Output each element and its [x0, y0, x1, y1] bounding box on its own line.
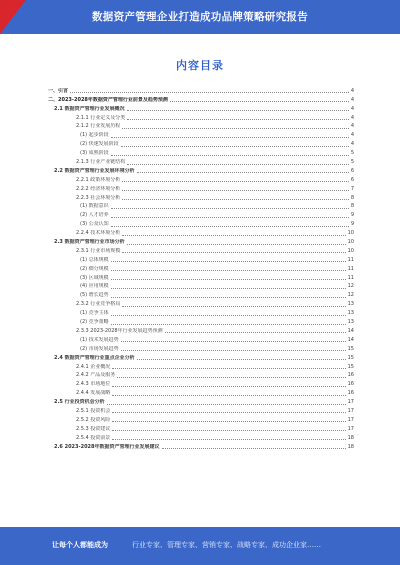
toc-entry[interactable]	[48, 86, 354, 95]
toc-entry[interactable]	[48, 371, 354, 380]
toc-entry[interactable]	[48, 175, 354, 184]
toc-entry-label: 2.5.3 投资建议	[76, 425, 111, 432]
toc-entry[interactable]	[48, 344, 354, 353]
toc-entry-label: 2.5.2 投资风险	[76, 416, 111, 423]
toc-entry[interactable]	[48, 210, 354, 219]
toc-entry-page: 13	[347, 301, 354, 308]
toc-entry[interactable]	[48, 184, 354, 193]
toc-entry[interactable]	[48, 219, 354, 228]
toc-dot-leader	[112, 430, 345, 431]
toc-entry-label: 2.1.3 行业产业链结构	[76, 159, 126, 166]
toc-entry-label: 2.6 2023-2028年数据资产管理行业发展建议	[54, 443, 160, 450]
toc-entry-label: 2.5.4 投资前景	[76, 434, 111, 441]
toc-entry[interactable]	[48, 228, 354, 237]
toc-dot-leader	[127, 244, 346, 245]
toc-entry[interactable]	[48, 246, 354, 255]
toc-entry-page: 6	[350, 167, 354, 174]
toc-entry[interactable]	[48, 397, 354, 406]
toc-entry[interactable]	[48, 353, 354, 362]
toc-dot-leader	[170, 101, 349, 102]
toc-entry-page: 15	[347, 345, 354, 352]
toc-entry-label: 2.4.3 市场地位	[76, 381, 111, 388]
toc-entry-page: 13	[347, 310, 354, 317]
toc-entry-label: 2.3 数据资产管理行业市场分析	[54, 239, 125, 246]
toc-entry-label: 2.4.1 企业概况	[76, 363, 111, 370]
toc-entry[interactable]	[48, 326, 354, 335]
toc-entry-page: 15	[347, 363, 354, 370]
toc-entry-label: (4) 应用规模	[80, 283, 109, 290]
toc-entry-page: 4	[350, 141, 354, 148]
toc-entry-page: 11	[347, 274, 354, 281]
toc-entry-label: (1) 竞争主体	[80, 310, 109, 317]
toc-dot-leader	[111, 270, 346, 271]
toc-entry-page: 17	[347, 407, 354, 414]
toc-entry-page: 7	[350, 185, 354, 192]
toc-dot-leader	[112, 386, 345, 387]
footer-slogan: 让每个人都能成为	[52, 541, 108, 549]
toc-entry-label: 2.3.1 行业市场规模	[76, 247, 121, 254]
report-title: 数据资产管理企业打造成功品牌策略研究报告	[92, 11, 308, 23]
toc-entry[interactable]	[48, 406, 354, 415]
toc-entry-page: 4	[350, 132, 354, 139]
toc-entry-page: 10	[347, 230, 354, 237]
toc-entry-label: 一、引言	[48, 87, 69, 94]
footer-roles: 行业专家、管理专家、营销专家、战略专家、成功企业家……	[132, 541, 321, 549]
toc-dot-leader	[162, 448, 346, 449]
toc-entry-page: 16	[347, 381, 354, 388]
page-header	[0, 0, 400, 34]
toc-entry-label: 二、2023-2028年数据资产管理行业前景及趋势预测	[48, 96, 168, 103]
toc-dot-leader	[122, 181, 349, 182]
toc-dot-leader	[127, 164, 349, 165]
toc-entry-page: 8	[350, 203, 354, 210]
toc-entry-page: 4	[350, 114, 354, 121]
toc-entry[interactable]	[48, 379, 354, 388]
toc-entry-label: (3) 公众认知	[80, 221, 109, 228]
toc-entry[interactable]	[48, 433, 354, 442]
toc-entry-label: (3) 区域规模	[80, 274, 109, 281]
toc-dot-leader	[121, 350, 346, 351]
toc-entry-label: (2) 快速发展阶段	[80, 141, 119, 148]
toc-dot-leader	[137, 359, 346, 360]
toc-entry-page: 11	[347, 265, 354, 272]
toc-dot-leader	[111, 217, 349, 218]
toc-entry-page: 4	[350, 105, 354, 112]
toc-entry-label: 2.1.2 行业发展历程	[76, 123, 121, 130]
toc-entry-page: 10	[347, 247, 354, 254]
toc-entry[interactable]	[48, 255, 354, 264]
toc-entry[interactable]	[48, 193, 354, 202]
toc-entry-label: 2.1.1 行业定义及分类	[76, 114, 126, 121]
toc-entry-label: (1) 总体规模	[80, 256, 109, 263]
toc-dot-leader	[121, 146, 349, 147]
toc-entry-label: 2.1 数据资产管理行业发展概况	[54, 105, 125, 112]
toc-entry-page: 4	[350, 123, 354, 130]
toc-dot-leader	[127, 119, 349, 120]
toc-dot-leader	[112, 368, 345, 369]
toc-entry-label: (5) 增长趋势	[80, 292, 109, 299]
toc-entry-page: 17	[347, 399, 354, 406]
toc-entry[interactable]	[48, 202, 354, 211]
toc-entry[interactable]	[48, 442, 354, 451]
toc-entry-page: 16	[347, 372, 354, 379]
toc-entry[interactable]	[48, 130, 354, 139]
toc-entry[interactable]	[48, 362, 354, 371]
toc-dot-leader	[165, 332, 346, 333]
toc-entry[interactable]	[48, 237, 354, 246]
toc-entry-label: (1) 起步阶段	[80, 132, 109, 139]
toc-entry-page: 4	[350, 87, 354, 94]
toc-entry-label: 2.3.2 行业竞争格局	[76, 301, 121, 308]
toc-entry-page: 13	[347, 319, 354, 326]
toc-entry[interactable]	[48, 166, 354, 175]
toc-dot-leader	[122, 235, 345, 236]
toc-entry-page: 12	[347, 292, 354, 299]
toc-entry-label: (2) 竞争策略	[80, 319, 109, 326]
toc-entry-label: 2.4.4 发展战略	[76, 390, 111, 397]
toc-entry-label: (1) 技术发展趋势	[80, 336, 119, 343]
toc-entry[interactable]	[48, 104, 354, 113]
toc-entry-page: 17	[347, 416, 354, 423]
toc-entry-page: 16	[347, 390, 354, 397]
toc-entry-page: 8	[350, 194, 354, 201]
toc-dot-leader	[122, 199, 349, 200]
toc-entry-page: 5	[350, 150, 354, 157]
toc-entry-label: (3) 成熟阶段	[80, 150, 109, 157]
toc-entry[interactable]	[48, 308, 354, 317]
toc-entry-page: 18	[347, 443, 354, 450]
toc-entry-label: 2.5 行业投资机会分析	[54, 399, 105, 406]
toc-entry-page: 12	[347, 283, 354, 290]
toc-entry-label: (2) 人才培养	[80, 212, 109, 219]
toc-entry[interactable]	[48, 157, 354, 166]
toc-entry[interactable]	[48, 113, 354, 122]
toc-entry[interactable]	[48, 95, 354, 104]
toc-entry-label: 2.5.1 投资机会	[76, 407, 111, 414]
toc-entry[interactable]	[48, 122, 354, 131]
toc-dot-leader	[112, 395, 345, 396]
toc-entry-label: 2.2.3 社会环境分析	[76, 194, 121, 201]
toc-entry[interactable]	[48, 273, 354, 282]
toc-dot-leader	[121, 341, 346, 342]
toc-dot-leader	[111, 279, 346, 280]
toc-dot-leader	[112, 412, 345, 413]
toc-entry-page: 10	[347, 239, 354, 246]
toc-entry-page: 14	[347, 336, 354, 343]
toc-heading: 内容目录	[176, 59, 224, 72]
toc-entry-label: 2.2 数据资产管理行业发展环境分析	[54, 167, 135, 174]
toc-entry-page: 4	[350, 96, 354, 103]
toc-entry-page: 14	[347, 327, 354, 334]
toc-entry[interactable]	[48, 317, 354, 326]
toc-entry-page: 11	[347, 256, 354, 263]
toc-entry[interactable]	[48, 148, 354, 157]
page-footer	[0, 527, 400, 565]
toc-entry-page: 15	[347, 354, 354, 361]
toc-dot-leader	[111, 137, 349, 138]
toc-dot-leader	[111, 324, 346, 325]
toc-entry-label: 2.4.2 产品及服务	[76, 372, 116, 379]
toc-entry-label: (1) 数据意识	[80, 203, 109, 210]
toc-entry-page: 6	[350, 176, 354, 183]
table-of-contents	[48, 86, 354, 451]
toc-dot-leader	[111, 261, 346, 262]
toc-entry[interactable]	[48, 415, 354, 424]
toc-entry-label: 2.2.1 政策环境分析	[76, 176, 121, 183]
toc-dot-leader	[111, 155, 349, 156]
toc-dot-leader	[117, 377, 345, 378]
toc-entry[interactable]	[48, 388, 354, 397]
toc-entry[interactable]	[48, 282, 354, 291]
toc-entry[interactable]	[48, 139, 354, 148]
toc-dot-leader	[122, 306, 345, 307]
toc-dot-leader	[112, 421, 345, 422]
toc-entry-label: 2.2.2 经济环境分析	[76, 185, 121, 192]
toc-entry-page: 18	[347, 434, 354, 441]
toc-entry[interactable]	[48, 299, 354, 308]
toc-dot-leader	[111, 288, 346, 289]
toc-entry-label: 2.4 数据资产管理行业重点企业分析	[54, 354, 135, 361]
toc-dot-leader	[111, 208, 349, 209]
toc-dot-leader	[111, 315, 346, 316]
toc-dot-leader	[107, 404, 346, 405]
toc-dot-leader	[122, 128, 349, 129]
toc-entry-label: (2) 细分规模	[80, 265, 109, 272]
toc-entry-label: 2.3.3 2023-2028年行业发展趋势预测	[76, 327, 163, 334]
toc-entry-label: 2.2.4 技术环境分析	[76, 230, 121, 237]
toc-entry[interactable]	[48, 290, 354, 299]
toc-entry-page: 5	[350, 159, 354, 166]
toc-dot-leader	[137, 172, 349, 173]
toc-entry-page: 17	[347, 425, 354, 432]
toc-entry-page: 9	[350, 212, 354, 219]
toc-dot-leader	[111, 226, 349, 227]
toc-dot-leader	[112, 439, 345, 440]
toc-dot-leader	[111, 297, 346, 298]
toc-entry-page: 9	[350, 221, 354, 228]
toc-dot-leader	[127, 110, 349, 111]
toc-dot-leader	[122, 252, 345, 253]
toc-entry[interactable]	[48, 424, 354, 433]
toc-entry[interactable]	[48, 335, 354, 344]
toc-dot-leader	[122, 190, 349, 191]
toc-dot-leader	[70, 92, 349, 93]
toc-entry[interactable]	[48, 264, 354, 273]
toc-entry-label: (2) 市场发展趋势	[80, 345, 119, 352]
